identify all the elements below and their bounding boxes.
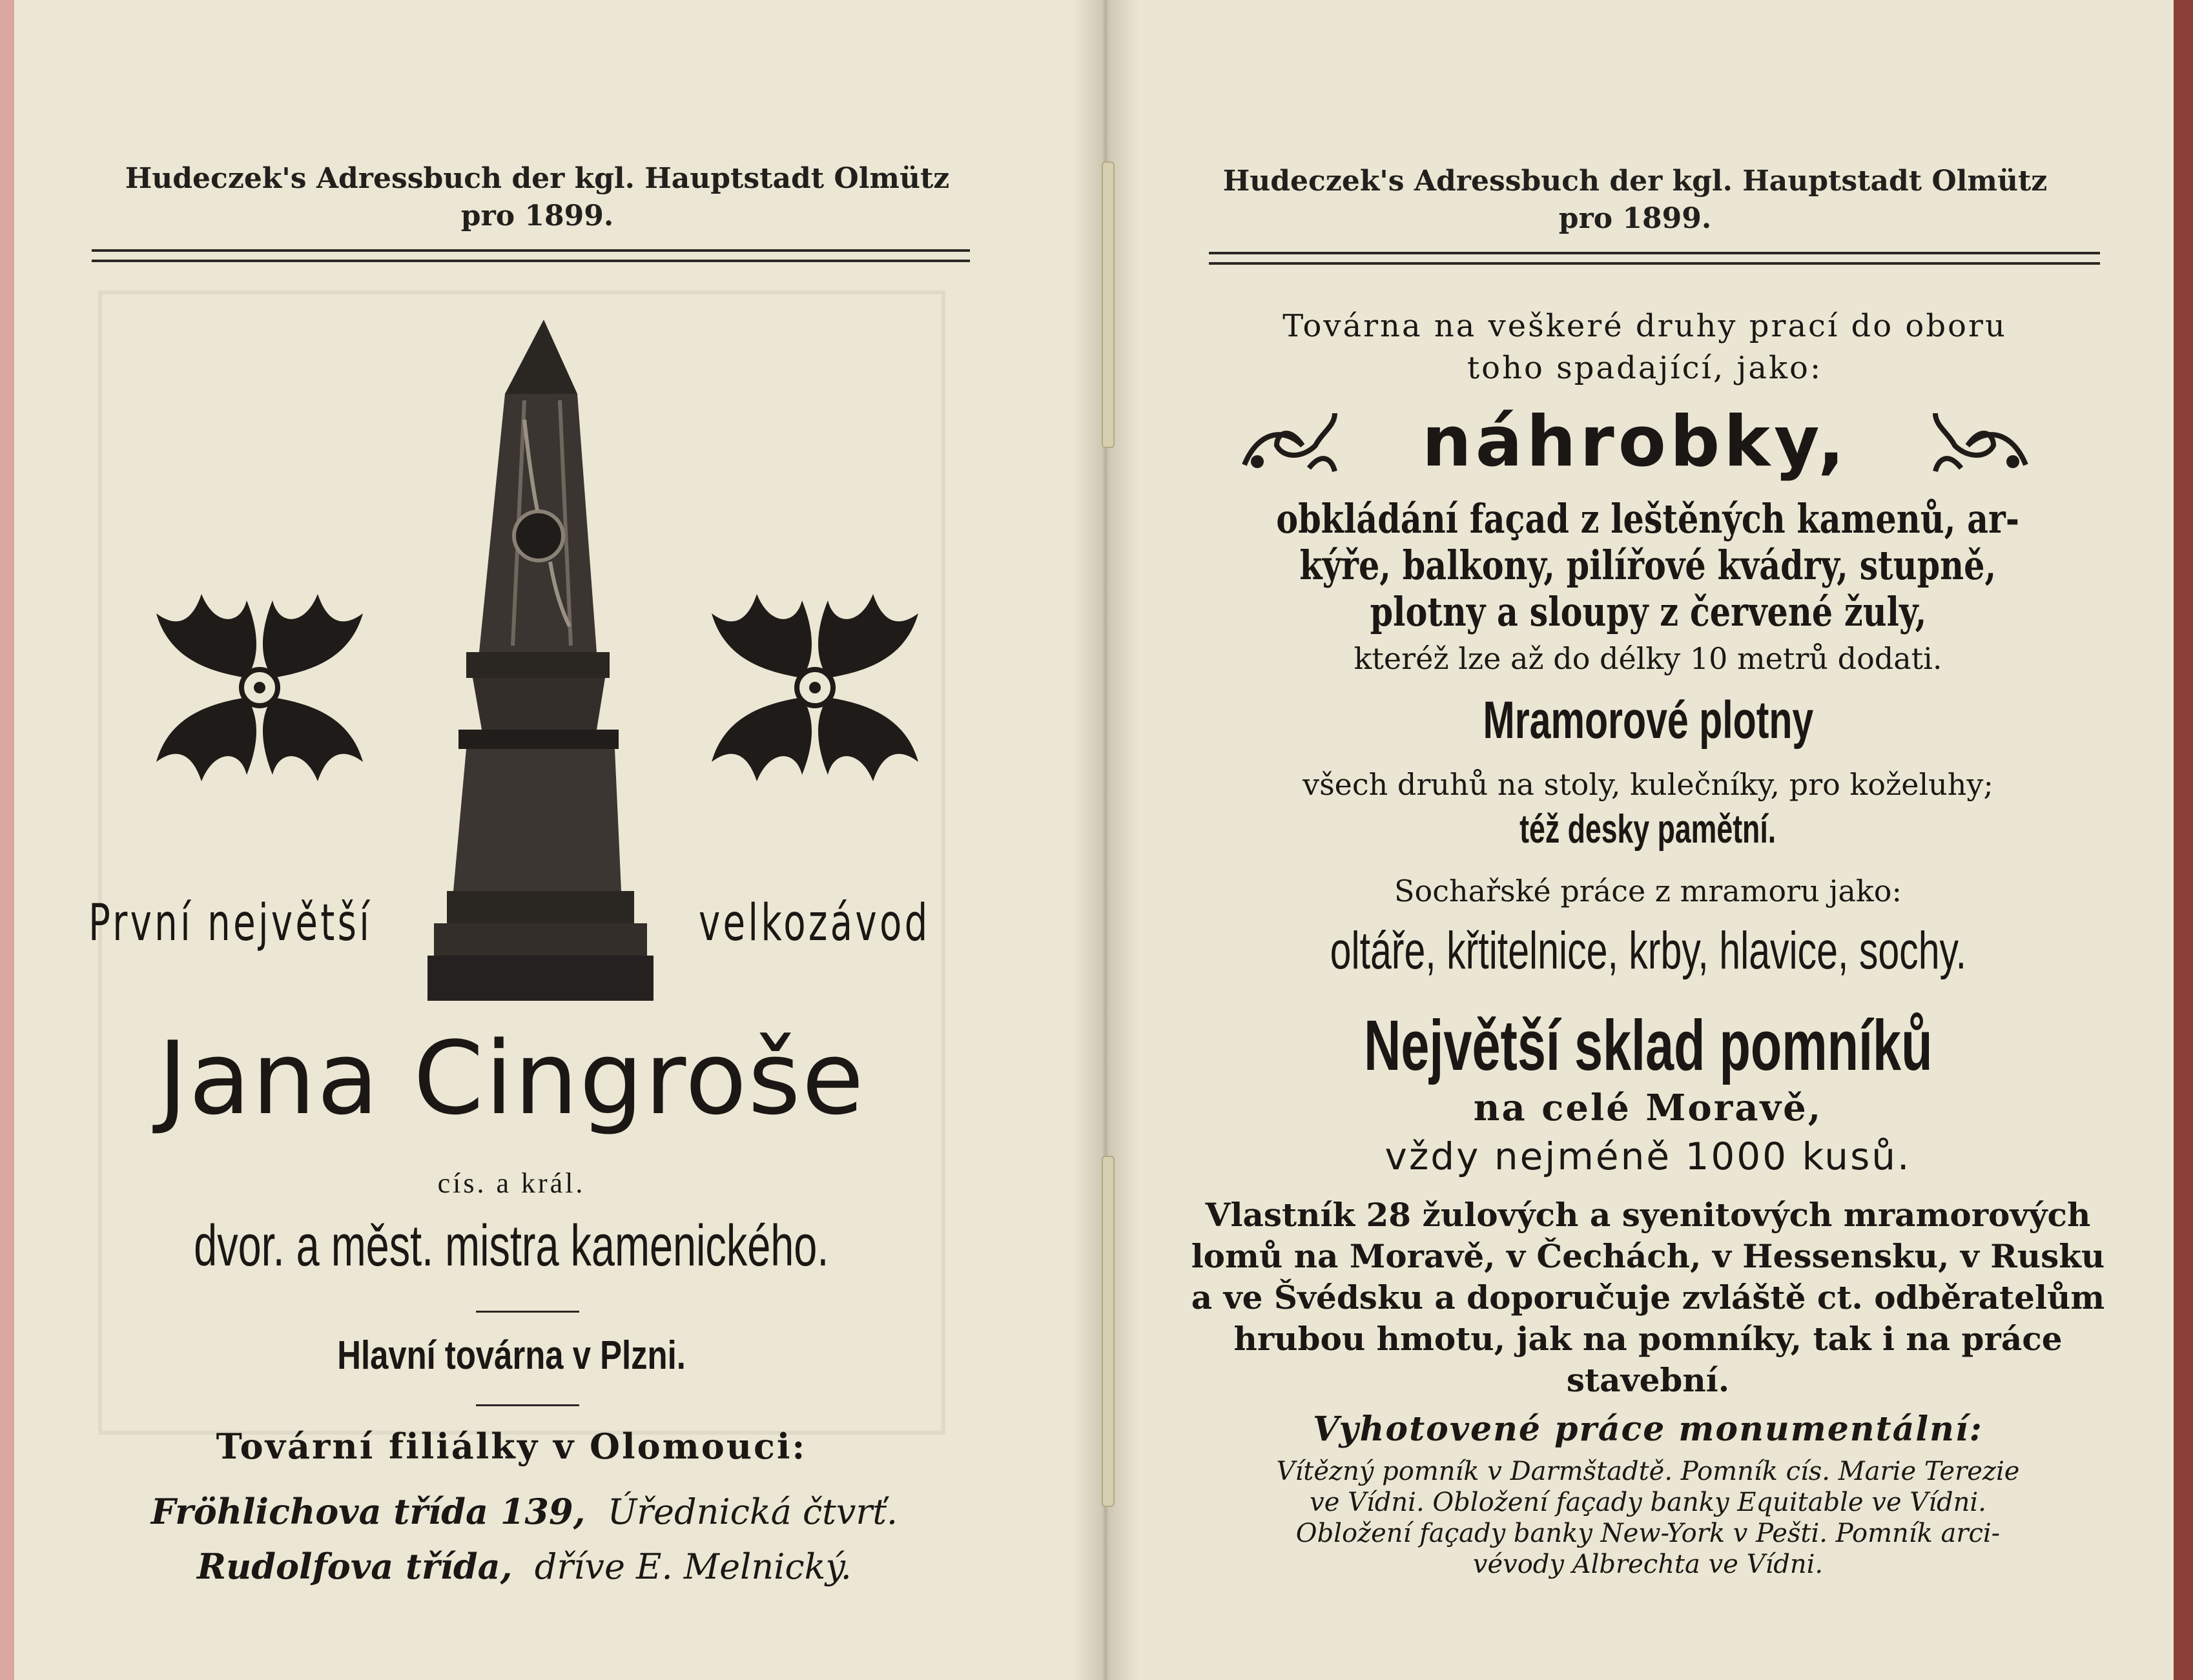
- works-line: ve Vídni. Obložení façady banky Equitable ve Vídni.: [1310, 1488, 1986, 1517]
- address-line-2: Rudolfova třída, dříve E. Melnický.: [197, 1546, 852, 1587]
- obkladani-line-2: kýře, balkony, pilířové kvádry, stupně,: [1299, 542, 1997, 589]
- tez-desky: též desky pamětní.: [1519, 807, 1776, 852]
- tovarni-filialky: Tovární filiálky v Olomouci:: [216, 1426, 807, 1467]
- right-header-rule: [1209, 252, 2100, 265]
- kterez-line: kteréž lze až do délky 10 metrů dodati.: [1354, 641, 1942, 676]
- nejvetsi-sklad: Největší sklad pomníků: [1363, 1006, 1933, 1085]
- tovarna-line-2: toho spadající, jako:: [1467, 350, 1823, 386]
- running-head-year: pro 1899.: [1558, 202, 1712, 235]
- binding-stitch: [1102, 1156, 1115, 1507]
- address-line-1: Fröhlichova třída 139, Úřednická čtvrť.: [150, 1491, 898, 1532]
- vlastnik-line: hrubou hmotu, jak na pomníky, tak i na práce: [1233, 1320, 2063, 1358]
- running-head-year: pro 1899.: [460, 200, 614, 232]
- nahrobky-heading: náhrobky,: [1421, 402, 1849, 482]
- oltare-line: oltáře, křtitelnice, krby, hlavice, sochy.: [1330, 921, 1966, 980]
- rosette-ornament-right-icon: [705, 588, 925, 788]
- vlastnik-paragraph: [1170, 1194, 2126, 1401]
- title-cis-kral: cís. a král.: [437, 1167, 586, 1199]
- book-edge-left: [0, 0, 14, 1680]
- works-list: [1170, 1456, 2126, 1580]
- vyhotovene-prace-heading: Vyhotovené práce monumentální:: [1313, 1409, 1983, 1449]
- rosette-ornament-left-icon: [150, 588, 369, 788]
- works-line: Obložení façady banky New-York v Pešti. Pomník arci-: [1295, 1519, 2001, 1548]
- right-page: [1106, 0, 2174, 1680]
- socharske-line: Sochařské práce z mramoru jako:: [1394, 874, 1902, 908]
- title-mistra-kamenickeho: dvor. a měst. mistra kamenického.: [194, 1214, 829, 1278]
- right-running-head: [1183, 163, 2087, 238]
- binding-stitch: [1102, 161, 1115, 448]
- vlastnik-line: a ve Švédsku a doporučuje zvláště ct. odběratelům: [1191, 1278, 2105, 1316]
- short-divider-2: [476, 1404, 579, 1406]
- hlavni-tovarna: Hlavní továrna v Plzni.: [337, 1333, 686, 1378]
- running-head-title: Hudeczek's Adressbuch der kgl. Hauptstadt Olmütz: [125, 162, 950, 195]
- book-edge-right: [2174, 0, 2193, 1680]
- na-cele-morave: na celé Moravě,: [1473, 1087, 1823, 1129]
- vlastnik-line: stavební.: [1566, 1361, 1730, 1399]
- short-divider-1: [476, 1311, 579, 1313]
- vzdy-nejmene: vždy nejméně 1000 kusů.: [1385, 1134, 1911, 1178]
- obkladani-line-1: obkládání façad z leštěných kamenů, ar-: [1276, 495, 2020, 542]
- obkladani-line-3: plotny a sloupy z červené žuly,: [1370, 588, 1926, 635]
- vlastnik-line: Vlastník 28 žulových a syenitových mramorových: [1205, 1196, 2091, 1234]
- mramorove-plotny: Mramorové plotny: [1483, 691, 1813, 750]
- prvni-nejvetsi: První největší: [88, 894, 373, 952]
- vsech-druhu-line: všech druhů na stoly, kulečníky, pro koželuhy;: [1302, 767, 1993, 802]
- works-line: Vítězný pomník v Darmštadtě. Pomník cís. Marie Terezie: [1276, 1457, 2020, 1486]
- vlastnik-line: lomů na Moravě, v Čechách, v Hessensku, v Rusku: [1191, 1237, 2105, 1275]
- left-header-rule: [92, 249, 970, 262]
- running-head-title: Hudeczek's Adressbuch der kgl. Hauptstadt Olmütz: [1222, 165, 2048, 198]
- firm-name: Jana Cingroše: [158, 1019, 865, 1137]
- left-running-head: [92, 160, 983, 235]
- left-page: [14, 0, 1106, 1680]
- velkozavod: velkozávod: [699, 894, 931, 952]
- flourish-right-icon: [1929, 407, 2032, 478]
- works-line: vévody Albrechta ve Vídni.: [1472, 1550, 1824, 1579]
- tovarna-line-1: Továrna na veškeré druhy prací do oboru: [1282, 308, 2007, 344]
